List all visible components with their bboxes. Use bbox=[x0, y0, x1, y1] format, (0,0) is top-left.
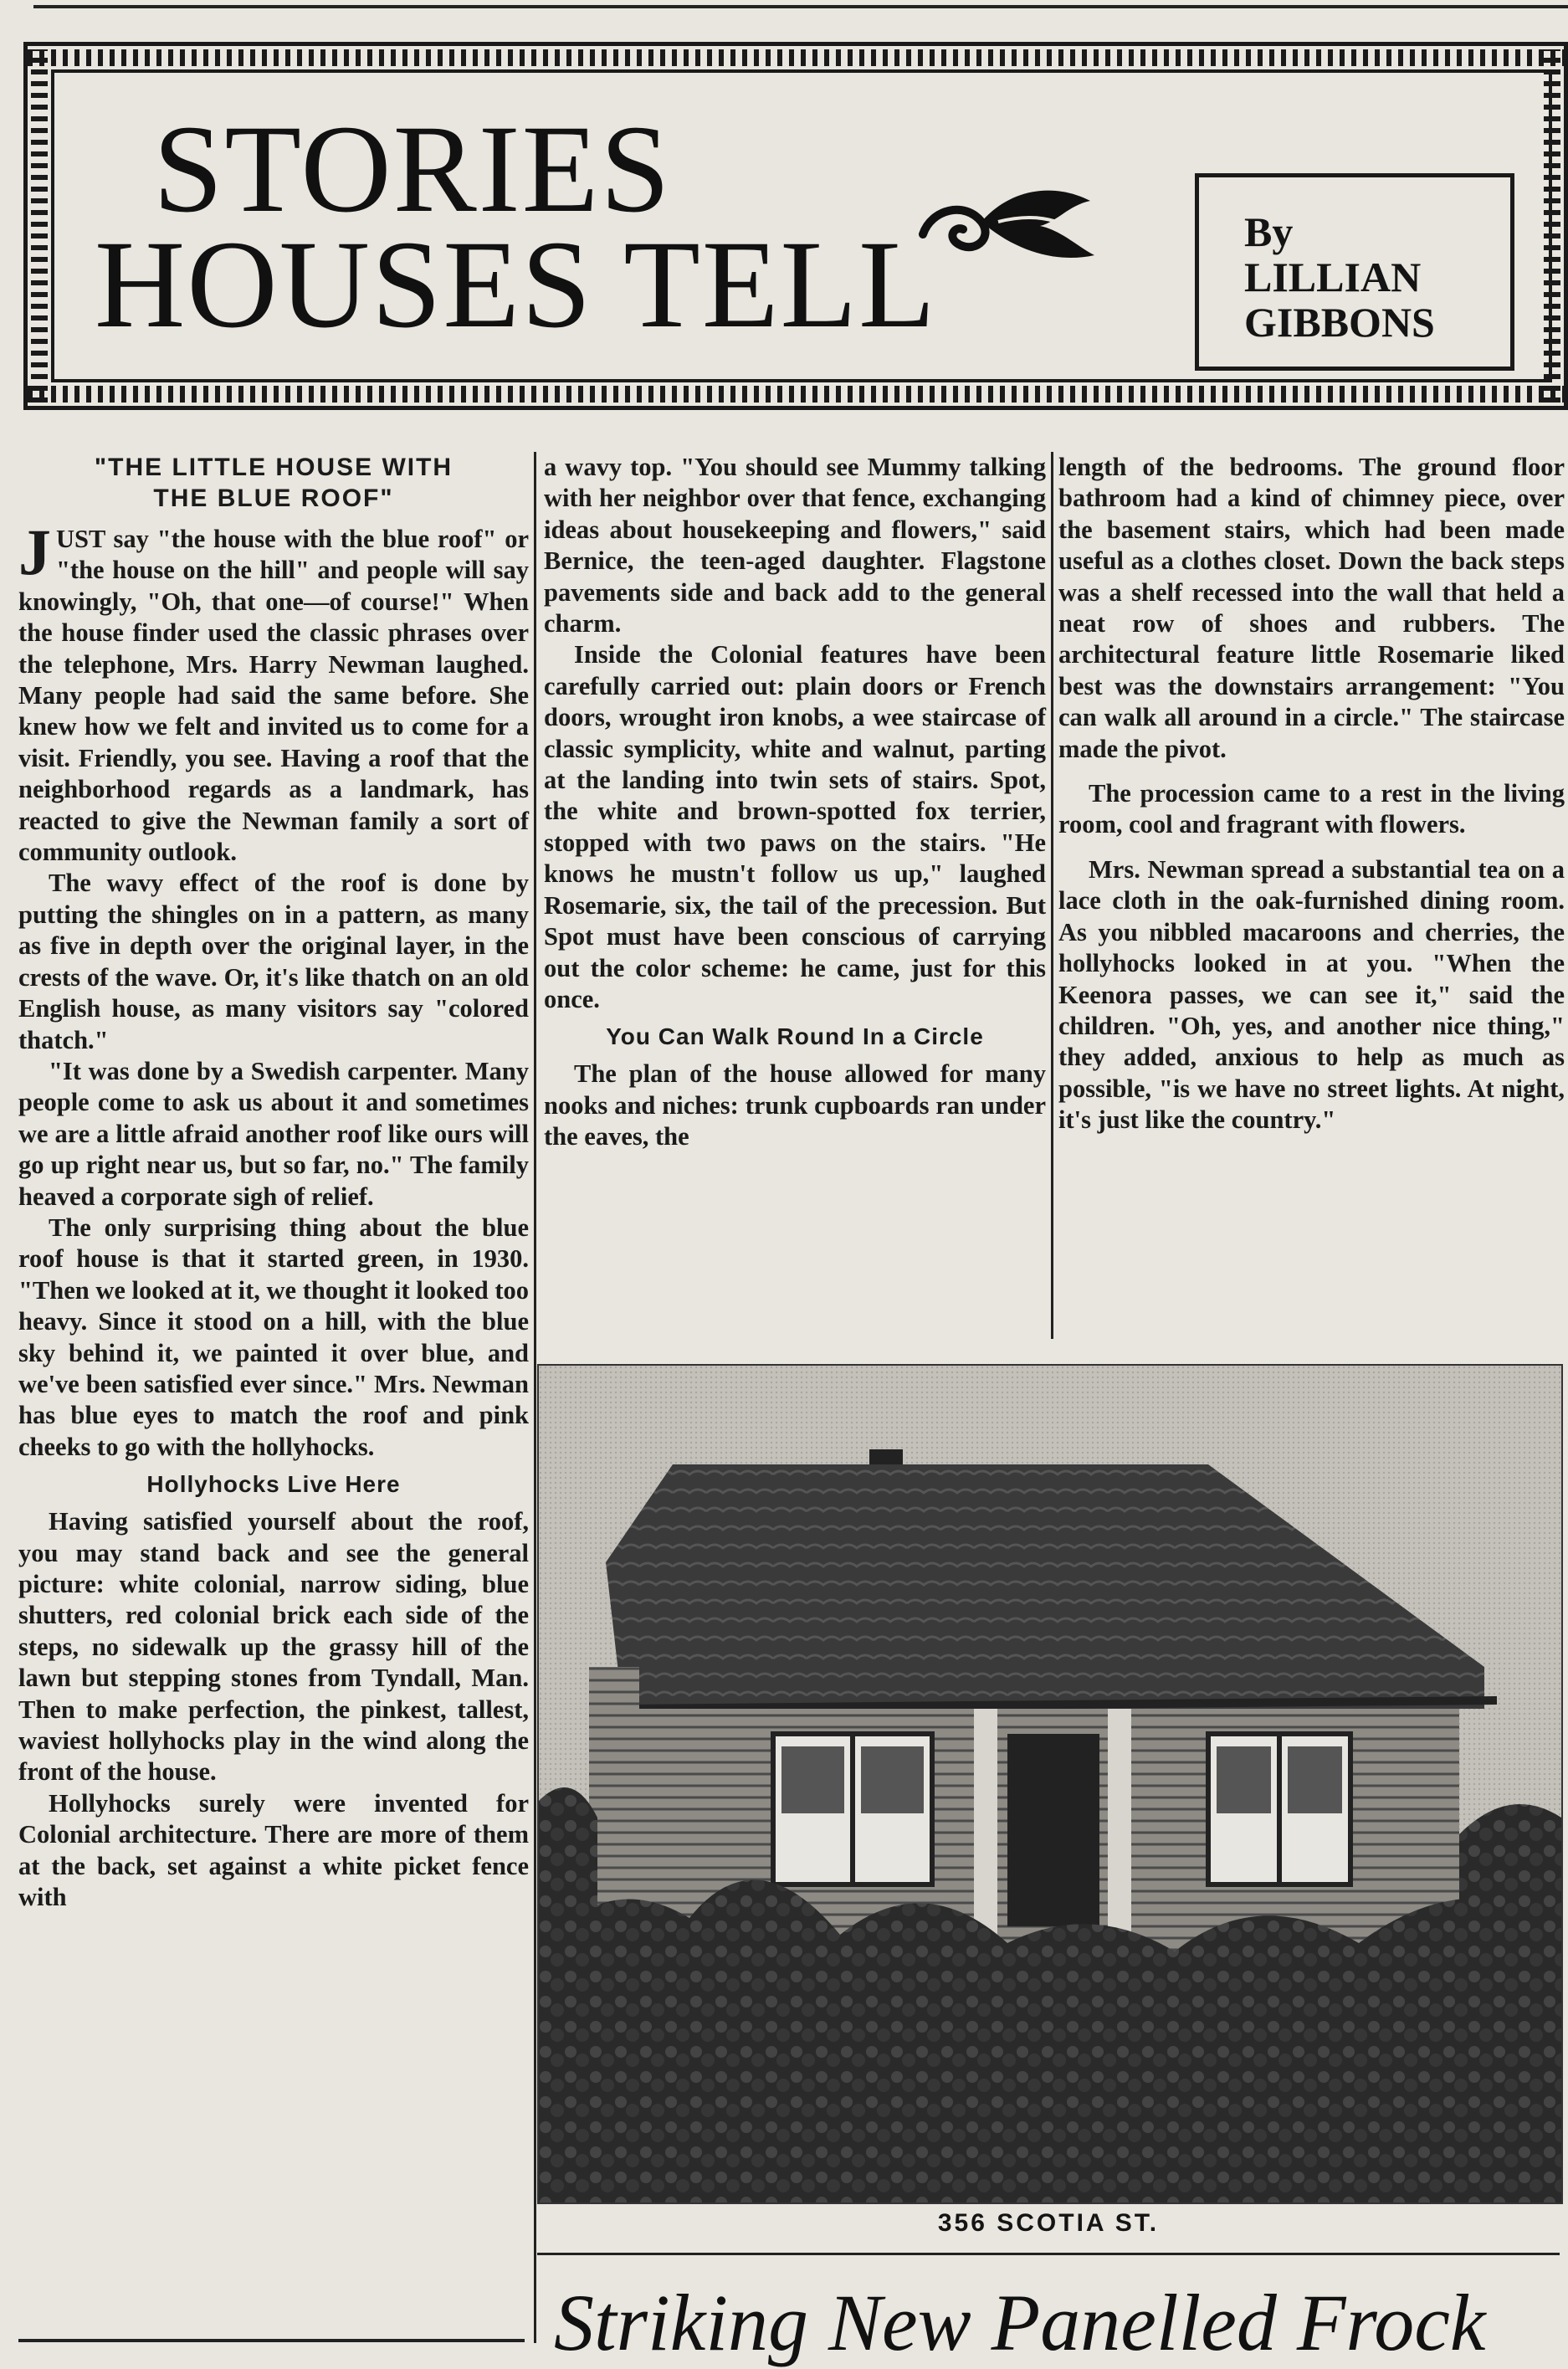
bottom-rule bbox=[18, 2339, 525, 2342]
column-rule-1 bbox=[534, 452, 536, 2343]
byline-by: By bbox=[1244, 208, 1294, 255]
border-pattern-left bbox=[31, 49, 48, 403]
paragraph: Inside the Colonial features have been carefully carried out: plain doors or French doors, wrought iron knobs, a wee staircase of classic symplicity, white and walnut, parting at the landing into twin sets of stairs. Spot, the white and brown-spotted fox terrier, stopped with two paws on the stairs. "He knows he mustn't follow us up," laughed Rosemarie, six, the tail of the precession. But Spot must have been conscious of carrying out the color scheme: he came, just for this once. bbox=[544, 640, 1046, 1013]
border-pattern-top bbox=[28, 49, 1564, 66]
subheading-hollyhocks: Hollyhocks Live Here bbox=[146, 1471, 401, 1498]
drop-cap: J bbox=[18, 515, 51, 588]
story-headline-line2: THE BLUE ROOF" bbox=[153, 485, 394, 512]
paragraph: Hollyhocks surely were invented for Colonial architecture. There are more of them at the back, set against a white picket fence with bbox=[18, 1788, 529, 1912]
paragraph: The procession came to a rest in the living room, cool and fragrant with flowers. bbox=[1058, 779, 1565, 839]
paragraph: a wavy top. "You should see Mummy talking with her neighbor over that fence, exchanging ideas about housekeeping and flowers," said Bernice, the teen-aged daughter. Flagstone pavements side and back add to the general charm. bbox=[544, 453, 1046, 638]
paragraph: "It was done by a Swedish carpenter. Many people come to ask us about it and sometimes we are a little afraid another roof like ours will go up right near us, but so far, no." The family heaved a corporate sigh of relief. bbox=[18, 1056, 529, 1211]
paragraph: The wavy effect of the roof is done by putting the shingles on in a pattern, as many as five in depth over the original layer, in the crests of the wave. Or, it's like thatch on an old English house, as many visitors say "colored thatch." bbox=[18, 869, 529, 1054]
masthead-title-line1: STORIES bbox=[153, 100, 672, 238]
subheading-walk-round: You Can Walk Round In a Circle bbox=[606, 1023, 984, 1050]
byline-box bbox=[1195, 173, 1514, 371]
column-1 bbox=[18, 452, 529, 1913]
house-photo bbox=[537, 1364, 1563, 2204]
paragraph: length of the bedrooms. The ground floor bathroom had a kind of chimney piece, over the basement stairs, which had been made useful as a clothes closet. Down the back steps was a shelf recessed into the wall that held a neat row of shoes and rubbers. The architectural feature little Rosemarie liked best was the downstairs arrangement: "You can walk all around in a circle." The staircase made the pivot. bbox=[1058, 453, 1565, 763]
leaf-ornament-icon bbox=[915, 176, 1107, 268]
byline-first-name: LILLIAN bbox=[1244, 254, 1422, 300]
column-2 bbox=[544, 452, 1046, 1153]
byline-last-name: GIBBONS bbox=[1244, 299, 1435, 346]
paragraph: The only surprising thing about the blue roof house is that it started green, in 1930. "Then we looked at it, we thought it looked too heavy. Since it stood on a hill, with the blue sky behind it, we painted it over blue, and we've been satisfied ever since." Mrs. Newman has blue eyes to match the roof and pink cheeks to go with the hollyhocks. bbox=[18, 1213, 530, 1461]
paragraph: The plan of the house allowed for many nooks and niches: trunk cupboards ran under the eaves, the bbox=[544, 1059, 1046, 1151]
border-pattern-bottom bbox=[28, 386, 1564, 403]
paragraph: Having satisfied yourself about the roof, you may stand back and see the general picture: white colonial, narrow siding, blue shutters, red colonial brick each side of the steps, no sidewalk up the grassy hill of the lawn but stepping stones from Tyndall, Man. Then to make perfection, the pinkest, tallest, waviest hollyhocks play in the wind along the front of the house. bbox=[18, 1507, 529, 1787]
masthead-title-line2: HOUSES TELL bbox=[95, 215, 937, 354]
column-rule-2 bbox=[1051, 452, 1053, 1339]
house-illustration bbox=[539, 1366, 1561, 2202]
paragraph-text: UST say "the house with the blue roof" or "the house on the hill" and people will say knowingly, "Oh, that one—of course!" When the house finder used the classic phrases over the telephone, Mrs. Harry Newman laughed. Many people had said the same before. She knew how we felt and invited us to come for a visit. Friendly, you see. Having a roof that the neighborhood regards as a landmark, has reacted to give the Newman family a sort of community outlook. bbox=[18, 525, 529, 867]
top-rule bbox=[33, 5, 1568, 8]
next-article-headline: Striking New Panelled Frock bbox=[554, 2278, 1486, 2367]
paragraph: Mrs. Newman spread a substantial tea on a lace cloth in the oak-furnished dining room. As you nibbled macaroons and cherries, the hollyhocks looked in at you. "When the Keenora passes, we can see it," said the children. "Oh, yes, and another nice thing," they added, anxious to help as much as possible, "is we have no street lights. At night, it's just like the country." bbox=[1058, 854, 1565, 1135]
masthead bbox=[23, 42, 1568, 410]
photo-caption: 356 SCOTIA ST. bbox=[937, 2209, 1160, 2237]
column-3 bbox=[1058, 452, 1565, 1136]
paragraph bbox=[18, 515, 529, 868]
section-rule bbox=[537, 2253, 1560, 2255]
story-headline-line1: "THE LITTLE HOUSE WITH bbox=[94, 454, 453, 481]
